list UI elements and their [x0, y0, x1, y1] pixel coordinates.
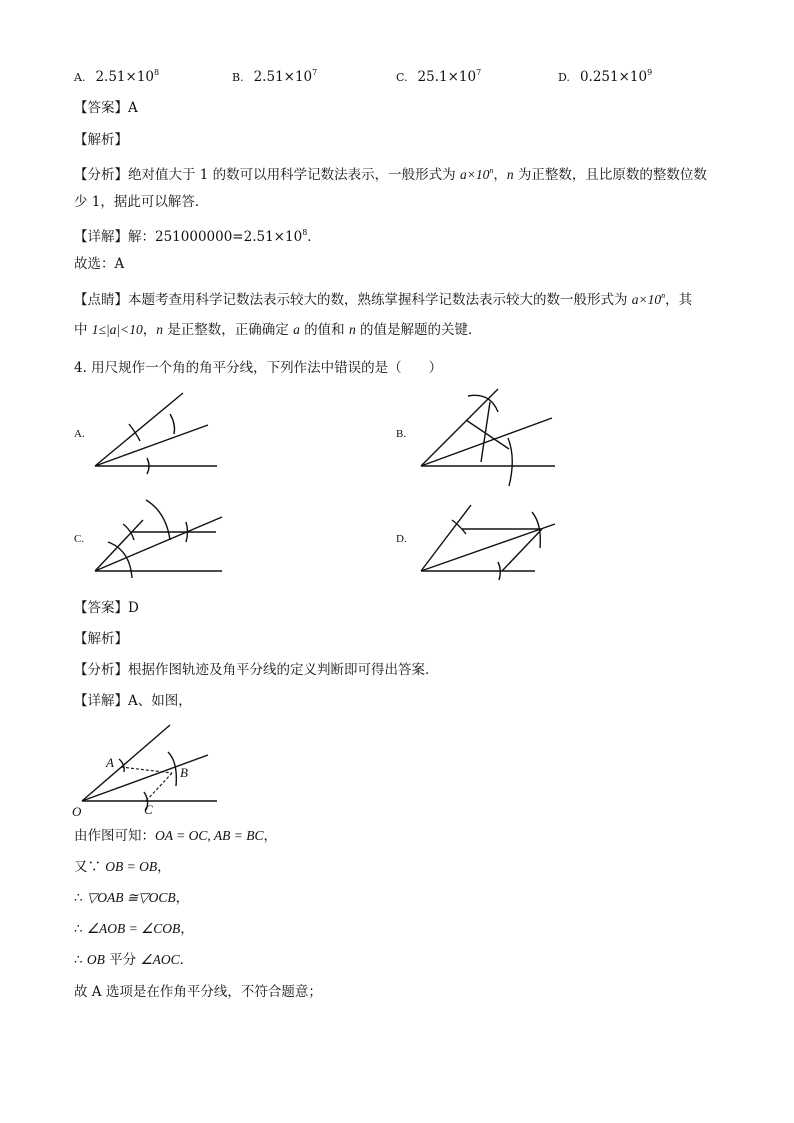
text: 的值是解题的关键． [355, 322, 482, 338]
option-value: 2.51×10 [95, 69, 155, 85]
text: ∴ [74, 952, 87, 968]
figure-label-a: A. [74, 428, 85, 440]
math: 1≤|a|<10 [91, 322, 143, 337]
text: 的值和 [299, 322, 349, 338]
q4-answer: 【答案】D [74, 600, 139, 616]
math-exponent: n [489, 166, 494, 175]
q3-analysis-line2: 少 1，据此可以解答． [74, 194, 209, 210]
math: 2.51×10 [243, 229, 303, 245]
option-value: 0.251×10 [579, 69, 648, 85]
q4-analysis-header: 【解析】 [74, 631, 128, 647]
math: a [293, 322, 300, 337]
point-b-label: B [180, 765, 188, 780]
q3-choose: 故选：A [74, 256, 125, 272]
math: OA = OC, AB = BC [155, 828, 264, 843]
q4-analysis: 【分析】根据作图轨迹及角平分线的定义判断即可得出答案． [74, 662, 439, 678]
math: n [348, 322, 356, 337]
q4-step4 [74, 919, 194, 939]
text: ∴ [74, 890, 87, 906]
q4-step3 [74, 888, 189, 908]
text: ∴ [74, 921, 87, 937]
text: 由作图可知： [74, 828, 155, 844]
text: 中 [74, 322, 92, 338]
option-exponent: 7 [476, 68, 482, 77]
math: ∠AOC [140, 952, 180, 967]
point-o-label: O [72, 804, 82, 819]
option-letter: B. [232, 71, 244, 84]
option-value: 2.51×10 [253, 69, 313, 85]
q4-detail: 【详解】A、如图， [74, 693, 192, 709]
option-letter: D. [558, 71, 570, 84]
option-letter: C. [396, 71, 408, 84]
option-value: 25.1×10 [417, 69, 477, 85]
option-letter: A. [74, 71, 86, 84]
math: a×10 [631, 292, 662, 307]
q3-answer: 【答案】A [74, 100, 138, 116]
figure-label-c: C. [74, 533, 85, 545]
math: ∠AOB = ∠COB [86, 921, 181, 936]
text: ． [307, 229, 321, 245]
text: ， [142, 322, 157, 338]
math: OB = OB [105, 859, 158, 874]
point-c-label: C [144, 802, 153, 817]
text: ， [175, 890, 190, 906]
q3-analysis-header: 【解析】 [74, 132, 128, 148]
math-exponent: n [661, 291, 666, 300]
math: ▽OAB ≅▽OCB [86, 890, 176, 905]
text: ， [180, 921, 194, 937]
q4-question: 4. 用尺规作一个角的角平分线，下列作法中错误的是（ ） [74, 360, 443, 376]
text: ， [263, 828, 277, 844]
text: ． [179, 952, 194, 968]
text: 【分析】绝对值大于 1 的数可以用科学记数法表示，一般形式为 [74, 167, 460, 183]
text: ， [493, 167, 507, 183]
option-exponent: 9 [647, 68, 653, 77]
text: 【详解】解：251000000= [74, 229, 244, 245]
point-a-label: A [106, 755, 114, 770]
math: n [156, 322, 163, 337]
option-exponent: 8 [154, 68, 160, 77]
math: OB [86, 952, 105, 967]
q4-conclusion: 故 A 选项是在作角平分线，不符合题意； [74, 984, 322, 1000]
text: 是正整数，正确确定 [163, 322, 294, 338]
text: 又∵ [74, 859, 106, 875]
text: 为正整数，且比原数的整数位数 [513, 167, 707, 183]
figure-label-d: D. [396, 533, 407, 545]
math: a×10 [459, 167, 490, 182]
math: n [506, 167, 514, 182]
text: 平分 [104, 952, 141, 968]
math-exponent: 8 [302, 228, 308, 237]
q4-step1 [74, 826, 277, 846]
q4-step2 [74, 857, 171, 877]
text: ，其 [665, 292, 693, 308]
figure-label-b: B. [396, 428, 407, 440]
text: 【点睛】本题考查用科学记数法表示较大的数，熟练掌握科学记数法表示较大的数一般形式为 [74, 292, 632, 308]
q4-step5 [74, 950, 193, 970]
option-exponent: 7 [312, 68, 318, 77]
text: ， [157, 859, 171, 875]
